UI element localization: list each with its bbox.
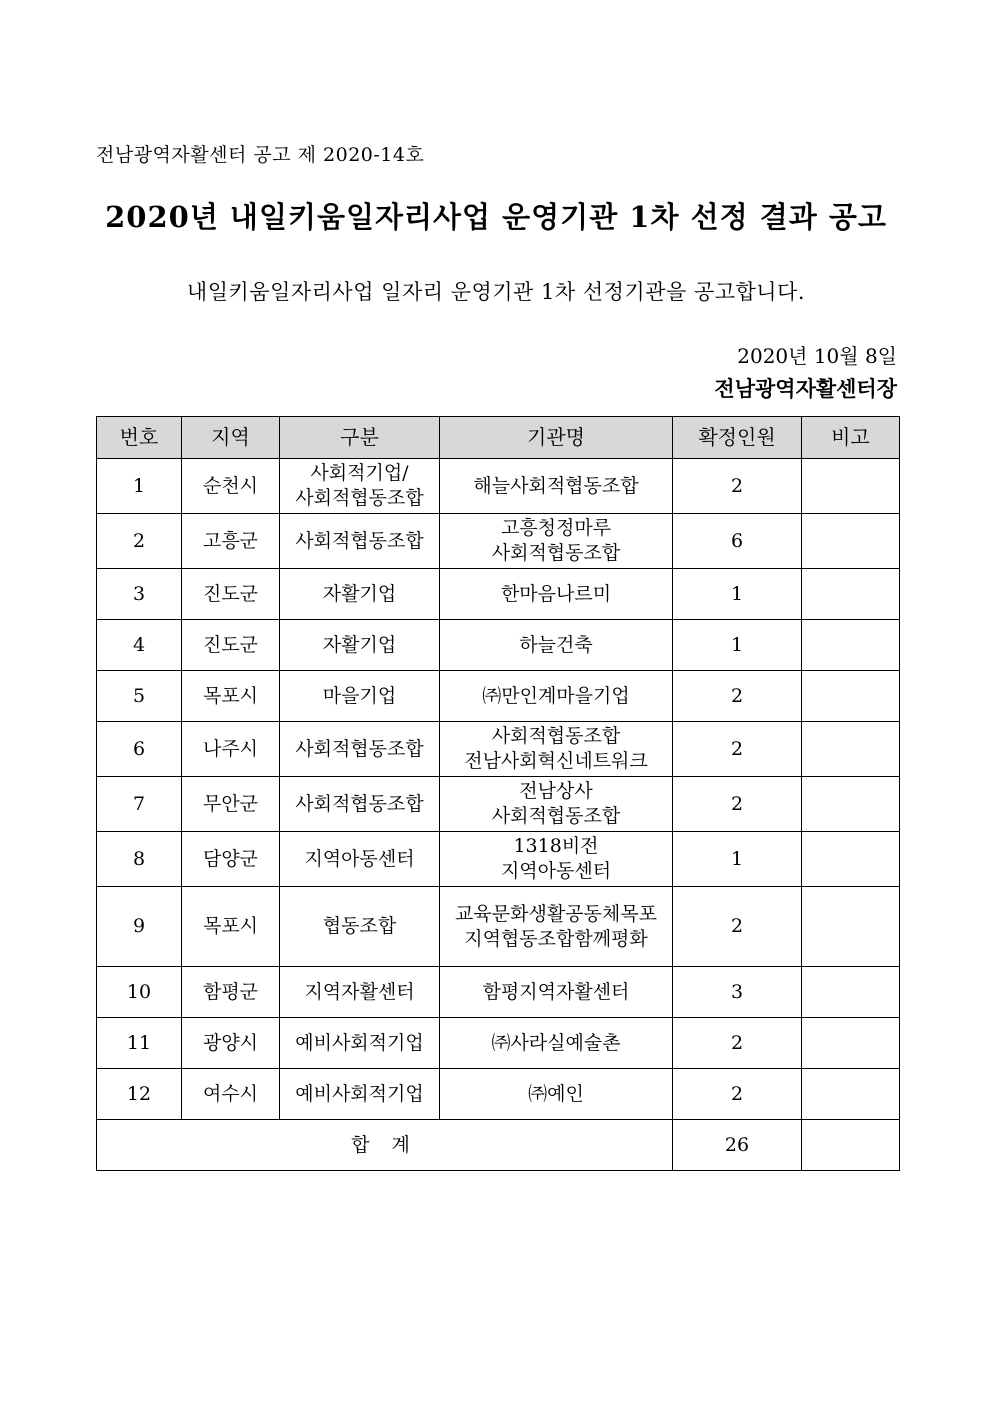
cell-note (802, 620, 900, 671)
cell-org-line: 교육문화생활공동체목포 (455, 902, 657, 925)
cell-org-line: 하늘건축 (519, 633, 593, 656)
cell-region: 광양시 (182, 1018, 280, 1069)
cell-no: 10 (97, 967, 182, 1018)
cell-category-line: 사회적협동조합 (295, 487, 424, 509)
cell-note (802, 887, 900, 967)
cell-count: 2 (673, 671, 802, 722)
header-category: 구분 (280, 417, 440, 459)
cell-category-line: 예비사회적기업 (295, 1082, 424, 1105)
cell-org-line: 전남사회혁신네트워크 (464, 750, 648, 772)
total-note (802, 1120, 900, 1171)
cell-category-line: 마을기업 (322, 684, 397, 707)
cell-note (802, 671, 900, 722)
cell-count: 2 (673, 1018, 802, 1069)
table-row (97, 832, 900, 887)
cell-org-line: 함평지역자활센터 (482, 980, 630, 1003)
cell-category (280, 967, 440, 1018)
cell-org (440, 777, 673, 832)
cell-category-line: 사회적협동조합 (295, 737, 424, 760)
page-title: 2020년 내일키움일자리사업 운영기관 1차 선정 결과 공고 (105, 200, 887, 234)
notice-number: 전남광역자활센터 공고 제 2020-14호 (96, 144, 425, 166)
cell-category (280, 887, 440, 967)
issuer: 전남광역자활센터장 (714, 376, 897, 401)
cell-no: 12 (97, 1069, 182, 1120)
notice-date: 2020년 10월 8일 (737, 344, 897, 368)
total-row (97, 1120, 900, 1171)
cell-no: 9 (97, 887, 182, 967)
cell-category (280, 671, 440, 722)
cell-count: 3 (673, 967, 802, 1018)
cell-count: 1 (673, 832, 802, 887)
cell-count: 1 (673, 569, 802, 620)
cell-org (440, 832, 673, 887)
cell-region: 함평군 (182, 967, 280, 1018)
cell-region: 목포시 (182, 887, 280, 967)
cell-org-line: 1318비전 (513, 835, 599, 857)
cell-category (280, 1018, 440, 1069)
header-no: 번호 (97, 417, 182, 459)
cell-category-line: 자활기업 (322, 633, 397, 656)
total-label: 합 계 (97, 1120, 673, 1171)
cell-org (440, 967, 673, 1018)
header-org: 기관명 (440, 417, 673, 459)
cell-region: 무안군 (182, 777, 280, 832)
cell-no: 11 (97, 1018, 182, 1069)
cell-no: 1 (97, 459, 182, 514)
cell-region: 목포시 (182, 671, 280, 722)
cell-region: 순천시 (182, 459, 280, 514)
cell-org (440, 569, 673, 620)
table-row (97, 569, 900, 620)
cell-org (440, 620, 673, 671)
cell-org-line: 지역아동센터 (500, 860, 612, 882)
cell-org-line: 사회적협동조합 (491, 805, 621, 827)
cell-category-line: 자활기업 (322, 582, 397, 605)
cell-no: 4 (97, 620, 182, 671)
cell-org (440, 1018, 673, 1069)
cell-category-line: 예비사회적기업 (295, 1031, 424, 1054)
table-row (97, 887, 900, 967)
table-row (97, 722, 900, 777)
cell-region: 진도군 (182, 620, 280, 671)
table-row (97, 777, 900, 832)
cell-category-line: 지역아동센터 (304, 847, 415, 870)
cell-category (280, 722, 440, 777)
cell-org-line: 한마음나르미 (500, 582, 612, 605)
cell-category-line: 사회적협동조합 (295, 529, 424, 552)
cell-category-line: 협동조합 (322, 915, 397, 937)
cell-org (440, 459, 673, 514)
cell-category (280, 514, 440, 569)
cell-no: 6 (97, 722, 182, 777)
cell-org-line: ㈜만인계마을기업 (482, 684, 630, 707)
cell-org-line: 사회적협동조합 (491, 542, 621, 564)
cell-region: 나주시 (182, 722, 280, 777)
cell-count: 2 (673, 459, 802, 514)
cell-org (440, 671, 673, 722)
cell-count: 2 (673, 722, 802, 777)
header-region: 지역 (182, 417, 280, 459)
cell-note (802, 1069, 900, 1120)
intro-text: 내일키움일자리사업 일자리 운영기관 1차 선정기관을 공고합니다. (186, 280, 806, 304)
cell-no: 5 (97, 671, 182, 722)
cell-category-line: 사회적협동조합 (295, 792, 424, 815)
total-count: 26 (673, 1120, 802, 1171)
cell-org (440, 722, 673, 777)
cell-note (802, 967, 900, 1018)
cell-no: 8 (97, 832, 182, 887)
cell-count: 2 (673, 777, 802, 832)
cell-region: 여수시 (182, 1069, 280, 1120)
header-count: 확정인원 (673, 417, 802, 459)
cell-region: 진도군 (182, 569, 280, 620)
cell-no: 2 (97, 514, 182, 569)
table-row (97, 459, 900, 514)
cell-count: 2 (673, 887, 802, 967)
cell-note (802, 777, 900, 832)
cell-org-line: ㈜사라실예술촌 (491, 1031, 621, 1054)
cell-no: 3 (97, 569, 182, 620)
cell-no: 7 (97, 777, 182, 832)
cell-note (802, 514, 900, 569)
cell-category (280, 1069, 440, 1120)
cell-org-line: 사회적협동조합 (491, 725, 621, 747)
cell-category (280, 832, 440, 887)
table-row (97, 620, 900, 671)
cell-org-line: 해늘사회적협동조합 (473, 474, 639, 497)
cell-org (440, 514, 673, 569)
cell-region: 고흥군 (182, 514, 280, 569)
table-row (97, 514, 900, 569)
header-note: 비고 (802, 417, 900, 459)
cell-org-line: ㈜예인 (528, 1082, 584, 1105)
cell-note (802, 832, 900, 887)
cell-org (440, 1069, 673, 1120)
table-row (97, 1018, 900, 1069)
cell-org (440, 887, 673, 967)
cell-count: 1 (673, 620, 802, 671)
cell-category (280, 620, 440, 671)
cell-count: 6 (673, 514, 802, 569)
cell-org-line: 지역협동조합함께평화 (464, 927, 648, 950)
table-row (97, 671, 900, 722)
cell-org-line: 고흥청정마루 (500, 517, 612, 539)
cell-category-line: 사회적기업/ (310, 462, 409, 484)
table-row (97, 967, 900, 1018)
cell-category (280, 569, 440, 620)
table-row (97, 1069, 900, 1120)
cell-note (802, 569, 900, 620)
results-table (96, 416, 900, 1171)
cell-note (802, 459, 900, 514)
cell-count: 2 (673, 1069, 802, 1120)
cell-category (280, 777, 440, 832)
cell-org-line: 전남상사 (519, 780, 593, 802)
table-header-row (97, 417, 900, 459)
cell-note (802, 722, 900, 777)
cell-region: 담양군 (182, 832, 280, 887)
cell-note (802, 1018, 900, 1069)
cell-category-line: 지역자활센터 (304, 980, 415, 1003)
cell-category (280, 459, 440, 514)
